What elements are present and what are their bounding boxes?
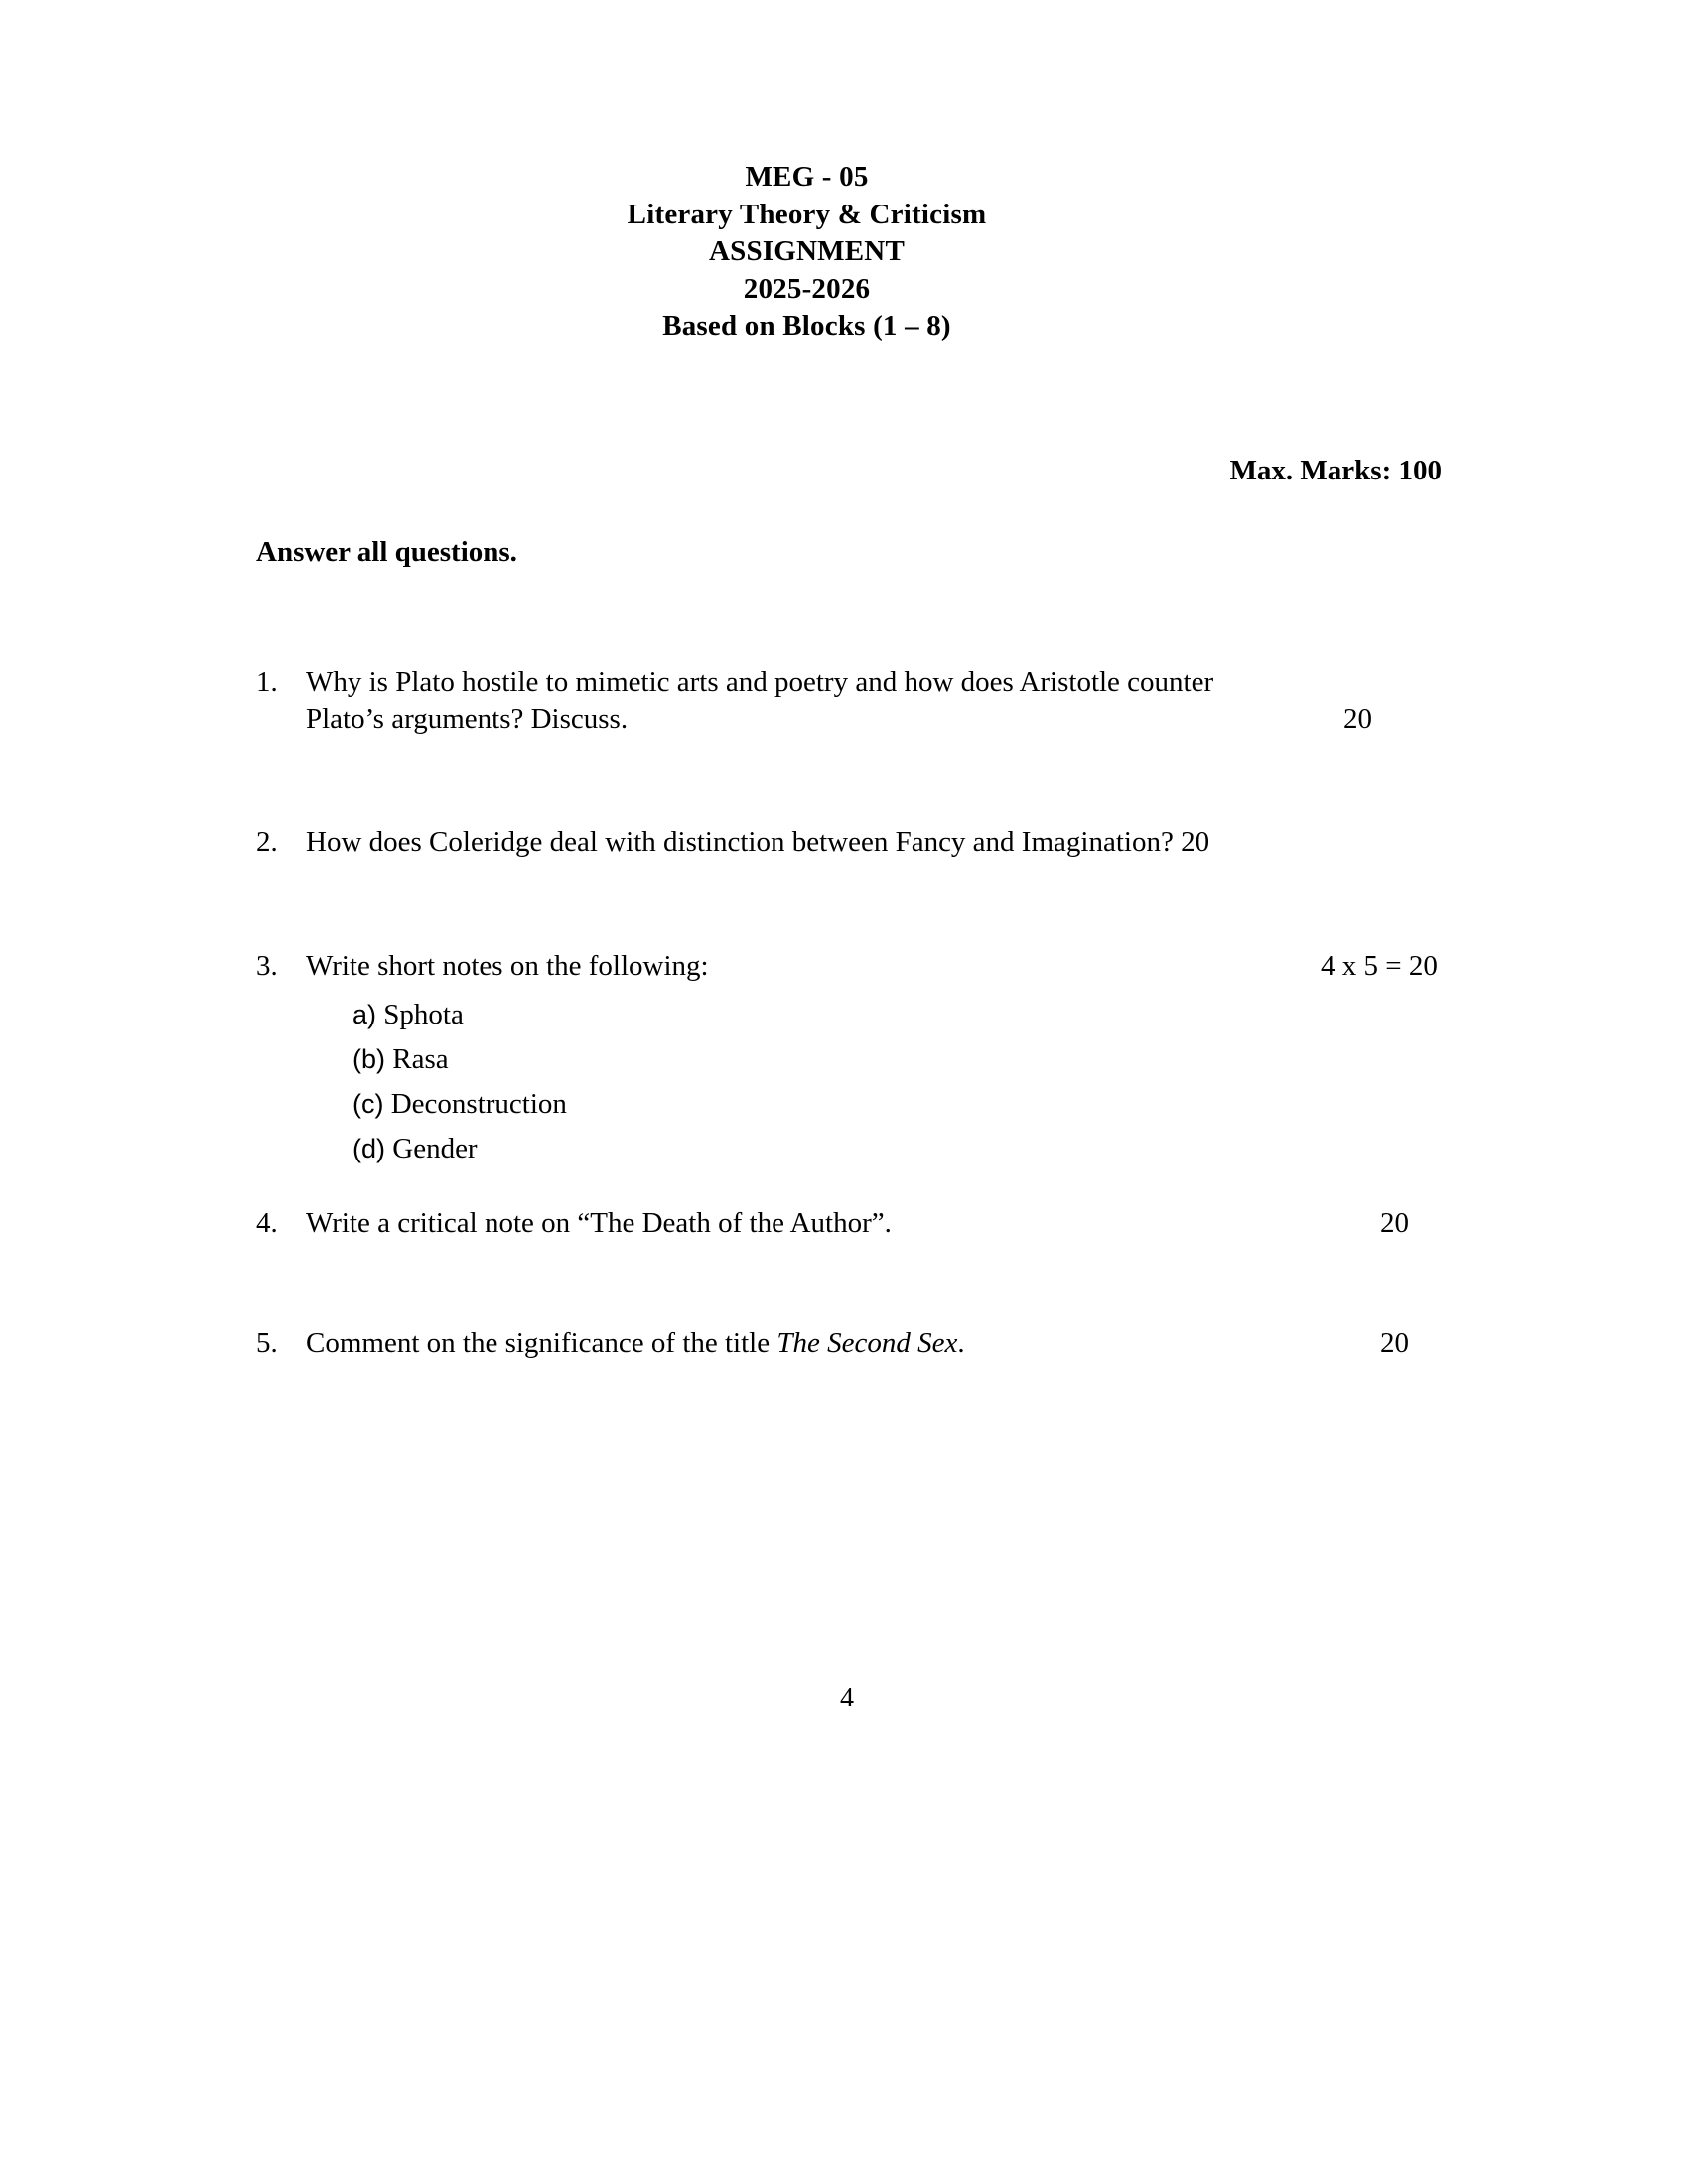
question-body-3: [306, 948, 1497, 1171]
question-body-5: [306, 1325, 1497, 1362]
question-5-book-title: The Second Sex: [776, 1327, 958, 1359]
sub-item-d: [352, 1127, 1497, 1171]
sub-item-a-label: a): [352, 1000, 377, 1029]
question-marks-3: 4 x 5 = 20: [1321, 950, 1438, 982]
header-line-assignment: ASSIGNMENT: [709, 235, 905, 267]
header-line-course-title: Literary Theory & Criticism: [627, 198, 987, 230]
header-line-session: 2025-2026: [743, 272, 871, 305]
question-marks-5: 20: [1380, 1327, 1409, 1359]
question-item-5: [256, 1325, 1497, 1362]
question-text-1-line-2: Plato’s arguments? Discuss.: [306, 703, 629, 735]
sub-item-b-label: (b): [352, 1044, 385, 1074]
question-text-4-line-1: Write a critical note on “The Death of the Author”.: [306, 1207, 892, 1239]
question-text-5-line-1: [306, 1325, 1497, 1362]
instruction-text: Answer all questions.: [256, 536, 517, 568]
question-text-2-content: How does Coleridge deal with distinction between Fancy and Imagination?: [306, 826, 1174, 858]
question-text-5-suffix: .: [957, 1327, 965, 1359]
question-body-2: [306, 824, 1497, 861]
question-body-4: [306, 1205, 1497, 1242]
sub-item-c: [352, 1082, 1497, 1127]
sub-item-b-text: Rasa: [385, 1043, 449, 1075]
question-marks-2: [1174, 826, 1209, 858]
question-number-5: 5.: [256, 1327, 278, 1359]
question-text-1-line-1: Why is Plato hostile to mimetic arts and poetry and how does Aristotle counter: [306, 666, 1214, 698]
question-number-2: 2.: [256, 826, 278, 858]
sub-item-a: [352, 993, 1497, 1037]
question-marks-4: 20: [1380, 1207, 1409, 1239]
question-marks-2-value: 20: [1181, 826, 1210, 858]
question-number-1: 1.: [256, 666, 278, 698]
max-marks-label: Max. Marks: 100: [1229, 455, 1442, 486]
question-item-3: [256, 948, 1497, 1171]
header-line-blocks: Based on Blocks (1 – 8): [662, 310, 951, 341]
sub-item-d-text: Gender: [385, 1133, 478, 1164]
question-text-5-prefix: Comment on the significance of the title: [306, 1327, 777, 1359]
sub-item-d-label: (d): [352, 1134, 385, 1163]
question-text-3-line-1: Write short notes on the following:: [306, 950, 709, 982]
sub-item-a-text: Sphota: [376, 999, 464, 1030]
question-number-3: 3.: [256, 950, 278, 982]
question-marks-1: 20: [1343, 703, 1372, 735]
sub-item-b: [352, 1037, 1497, 1082]
question-text-2-line-1: [306, 824, 1497, 861]
question-item-4: [256, 1205, 1497, 1242]
question-item-1: [256, 664, 1497, 738]
header-line-course-code: MEG - 05: [745, 161, 869, 193]
question-item-2: [256, 824, 1497, 861]
question-number-4: 4.: [256, 1207, 278, 1239]
sub-item-c-label: (c): [352, 1089, 384, 1119]
page-number: 4: [840, 1683, 854, 1713]
sub-item-c-text: Deconstruction: [383, 1088, 567, 1120]
question-3-sub-list: [352, 993, 1497, 1171]
question-body-1: [306, 664, 1497, 738]
